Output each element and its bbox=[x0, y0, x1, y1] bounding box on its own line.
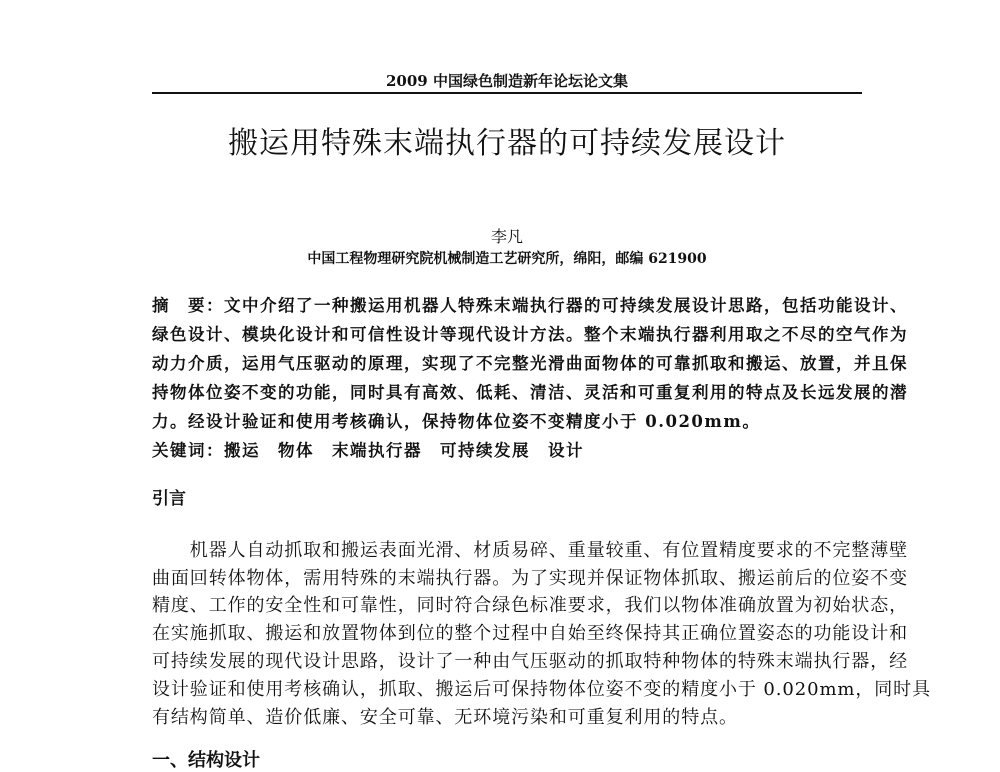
body-line: 可持续发展的现代设计思路，设计了一种由气压驱动的抓取特种物体的特殊末端执行器，经 bbox=[152, 651, 908, 672]
abstract-line: 动力介质，运用气压驱动的原理，实现了不完整光滑曲面物体的可靠抓取和搬运、放置，并且保 bbox=[152, 354, 908, 373]
body-line: 有结构简单、造价低廉、安全可靠、无环境污染和可重复利用的特点。 bbox=[152, 707, 738, 728]
abstract-line: 摘 要：文中介绍了一种搬运用机器人特殊末端执行器的可持续发展设计思路，包括功能设计、 bbox=[152, 296, 908, 315]
abstract-line: 力。经设计验证和使用考核确认，保持物体位姿不变精度小于 0.020mm。 bbox=[152, 412, 761, 431]
header-rule bbox=[152, 92, 862, 94]
paper-title: 搬运用特殊末端执行器的可持续发展设计 bbox=[228, 126, 786, 161]
body-line: 精度、工作的安全性和可靠性，同时符合绿色标准要求，我们以物体准确放置为初始状态， bbox=[152, 595, 908, 616]
body-line: 设计验证和使用考核确认，抓取、搬运后可保持物体位姿不变的精度小于 0.020mm，同时具 bbox=[152, 679, 931, 700]
affiliation: 中国工程物理研究院机械制造工艺研究所，绵阳，邮编 621900 bbox=[307, 251, 707, 267]
body-line: 机器人自动抓取和搬运表面光滑、材质易碎、重量较重、有位置精度要求的不完整薄壁 bbox=[152, 540, 908, 561]
section-heading-structure: 一、结构设计 bbox=[152, 750, 260, 771]
abstract-line: 绿色设计、模块化设计和可信性设计等现代设计方法。整个末端执行器利用取之不尽的空气作为 bbox=[152, 325, 908, 344]
section-heading-intro: 引言 bbox=[152, 489, 186, 509]
keywords: 关键词：搬运 物体 末端执行器 可持续发展 设计 bbox=[152, 441, 584, 460]
running-header: 2009 中国绿色制造新年论坛论文集 bbox=[386, 72, 628, 90]
body-line: 曲面回转体物体，需用特殊的末端执行器。为了实现并保证物体抓取、搬运前后的位姿不变 bbox=[152, 568, 908, 589]
author: 李凡 bbox=[490, 227, 523, 246]
body-line: 在实施抓取、搬运和放置物体到位的整个过程中自始至终保持其正确位置姿态的功能设计和 bbox=[152, 623, 908, 644]
abstract-line: 持物体位姿不变的功能，同时具有高效、低耗、清洁、灵活和可重复利用的特点及长远发展的潜 bbox=[152, 383, 908, 402]
